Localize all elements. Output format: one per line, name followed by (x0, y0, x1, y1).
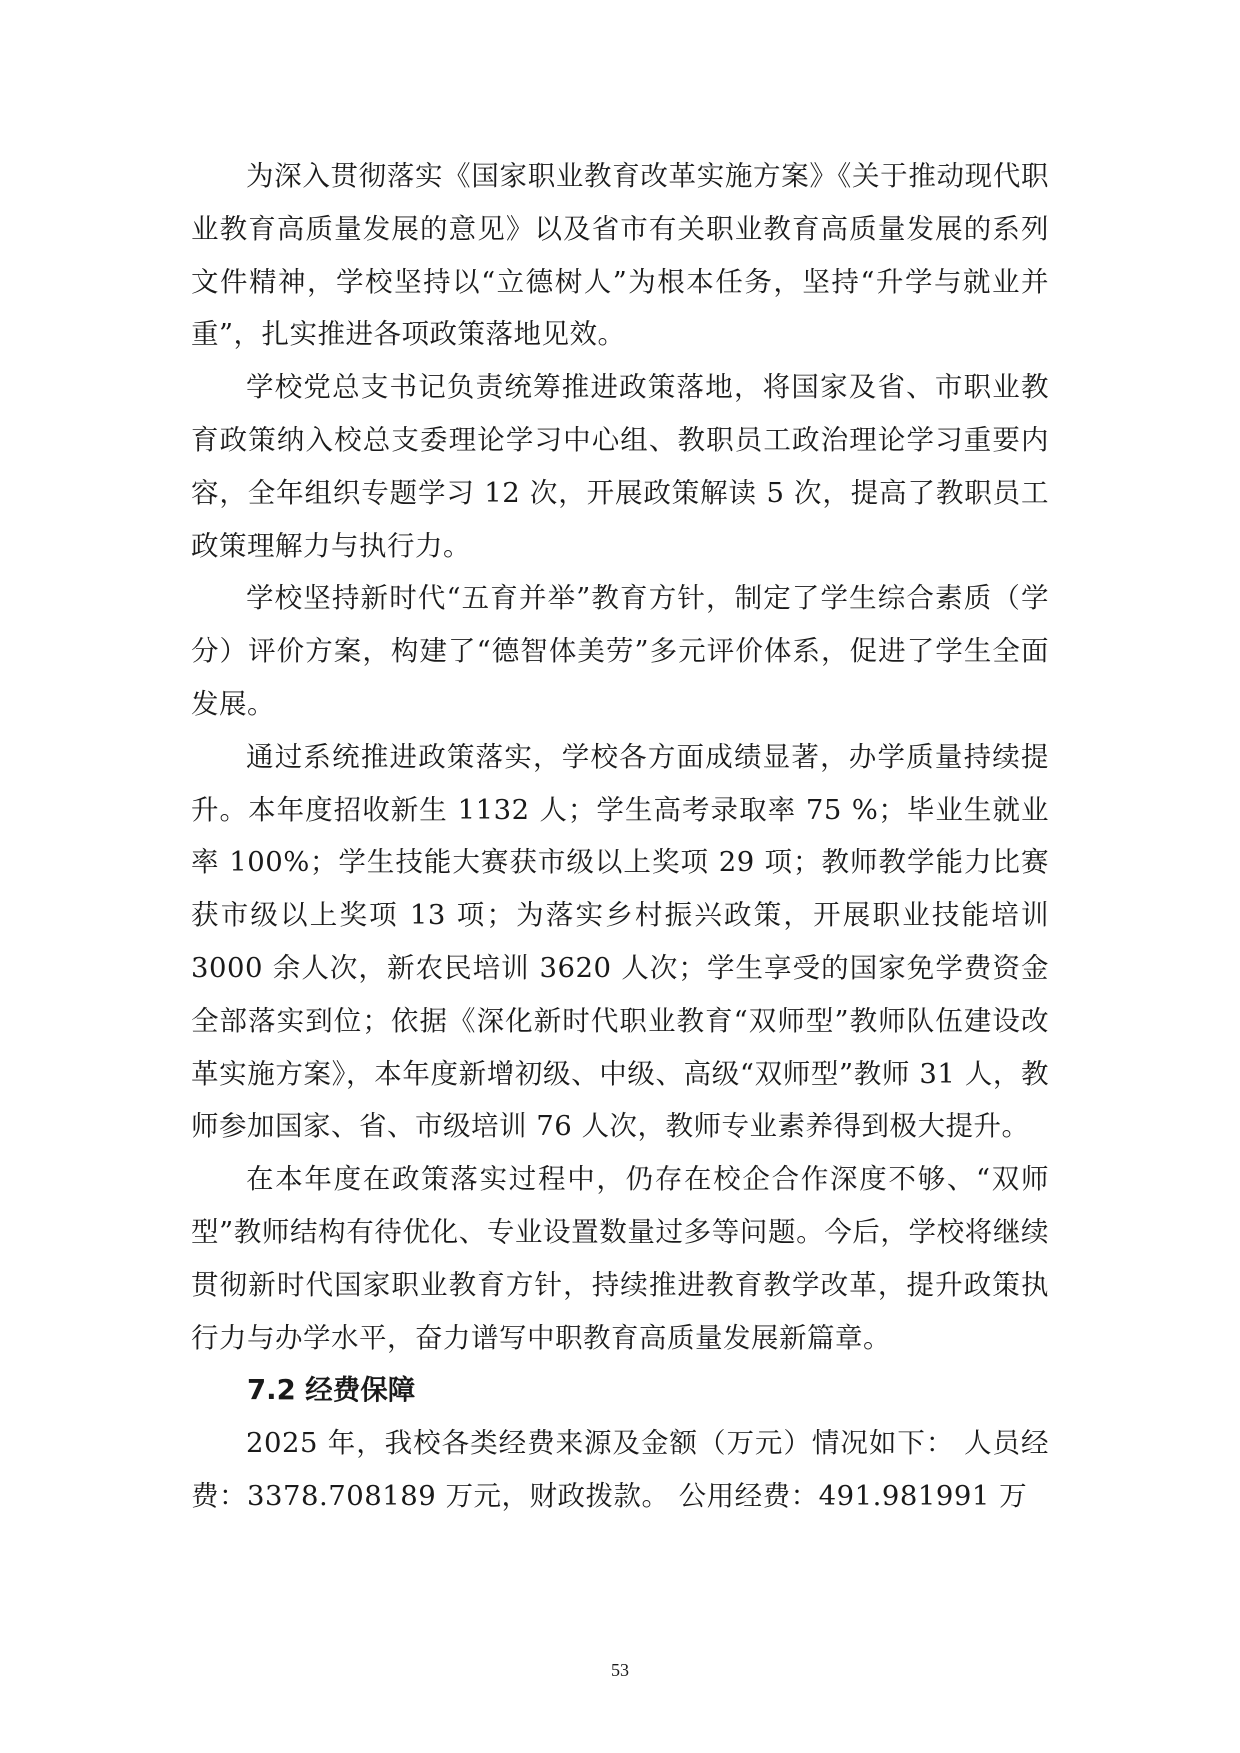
paragraph-achievements: 通过系统推进政策落实，学校各方面成绩显著，办学质量持续提升。本年度招收新生 1132 人；学生高考录取率 75 %；毕业生就业率 100%；学生技能大赛获市级以上奖项 29 项；教师教学能力比赛获市级以上奖项 13 项；为落实乡村振兴政策，开展职业技能培训 3000 余人次，新农民培训 3620 人次；学生享受的国家免学费资金全部落实到位；依据《深化新时代职业教育“双师型”教师队伍建设改革实施方案》，本年度新增初级、中级、高级“双师型”教师 31 人，教师参加国家、省、市级培训 76 人次，教师专业素养得到极大提升。 (191, 740, 1049, 1143)
paragraph-funding: 2025 年，我校各类经费来源及金额（万元）情况如下： 人员经费：3378.708189 万元，财政拨款。 公用经费：491.981991 万 (191, 1427, 1049, 1512)
section-heading-funding: 7.2 经费保障 (247, 1374, 416, 1407)
document-body (191, 150, 1049, 1523)
paragraph-problems-and-outlook: 在本年度在政策落实过程中，仍存在校企合作深度不够、“双师型”教师结构有待优化、专业设置数量过多等问题。今后，学校将继续贯彻新时代国家职业教育方针，持续推进教育教学改革，提升政策执行力与办学水平，奋力谱写中职教育高质量发展新篇章。 (191, 1163, 1049, 1354)
paragraph-five-education: 学校坚持新时代“五育并举”教育方针，制定了学生综合素质（学分）评价方案，构建了“德智体美劳”多元评价体系，促进了学生全面发展。 (191, 582, 1049, 720)
page-number: 53 (611, 1660, 629, 1680)
paragraph-party-leadership: 学校党总支书记负责统筹推进政策落地，将国家及省、市职业教育政策纳入校总支委理论学习中心组、教职员工政治理论学习重要内容，全年组织专题学习 12 次，开展政策解读 5 次，提高了教职员工政策理解力与执行力。 (191, 371, 1049, 562)
paragraph-policy-implementation: 为深入贯彻落实《国家职业教育改革实施方案》《关于推动现代职业教育高质量发展的意见》以及省市有关职业教育高质量发展的系列文件精神，学校坚持以“立德树人”为根本任务，坚持“升学与就业并重”，扎实推进各项政策落地见效。 (191, 160, 1049, 351)
